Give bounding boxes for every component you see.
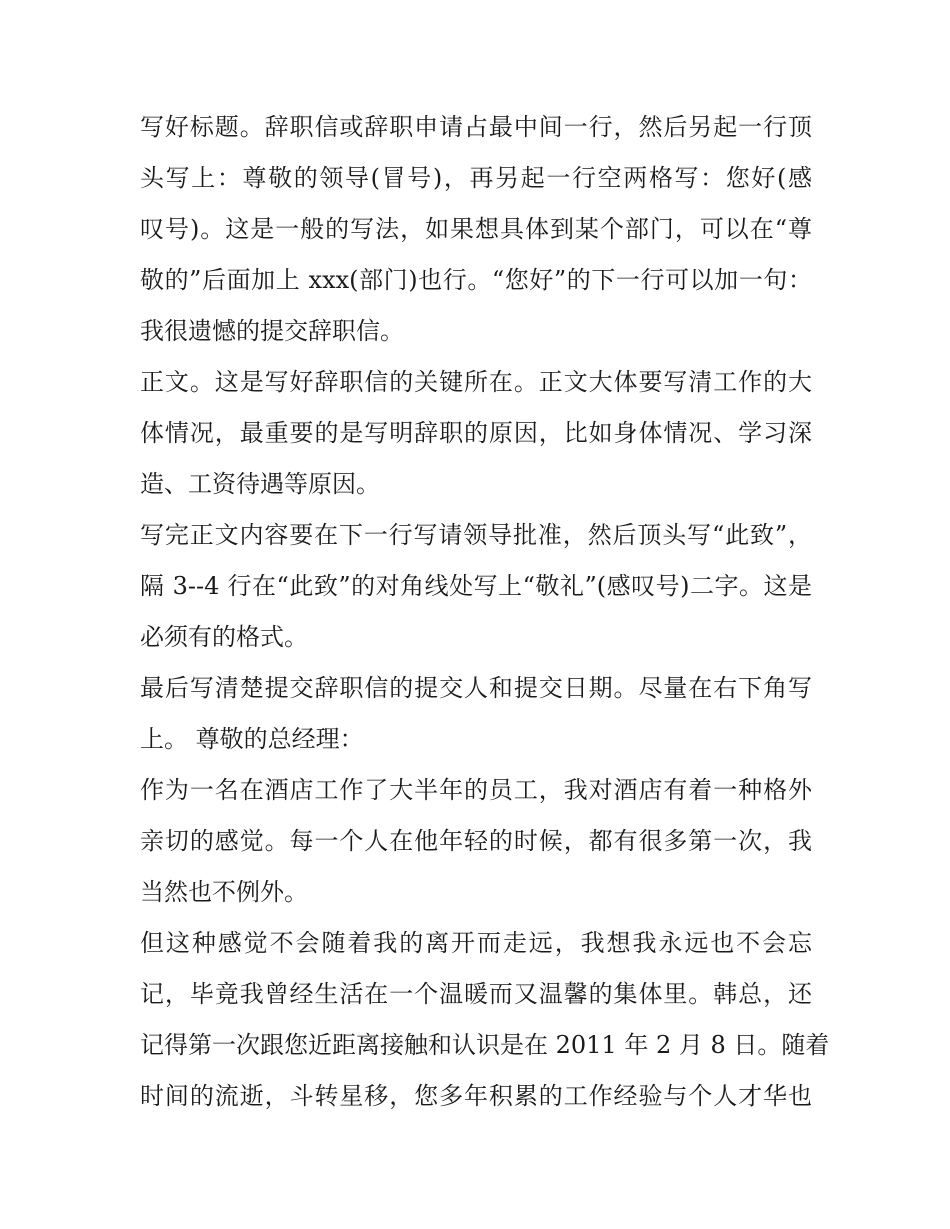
text-line: 造、工资待遇等原因。 [140, 470, 380, 498]
text-line: 正文。这是写好辞职信的关键所在。正文大体要写清工作的大 [140, 368, 812, 396]
text-line: 写完正文内容要在下一行写请领导批准，然后顶头写“此致”， [140, 521, 812, 549]
document-page [140, 102, 830, 1122]
text-line: 记，毕竟我曾经生活在一个温暖而又温馨的集体里。韩总，还 [140, 980, 812, 1008]
text-line: 我很遗憾的提交辞职信。 [140, 317, 404, 345]
text-line: 作为一名在酒店工作了大半年的员工，我对酒店有着一种格外 [140, 776, 812, 804]
text-line: 隔 3--4 行在“此致”的对角线处写上“敬礼”(感叹号)二字。这是 [140, 572, 812, 600]
paragraph [140, 357, 812, 510]
text-line: 头写上：尊敬的领导(冒号)，再另起一行空两格写：您好(感 [140, 164, 812, 192]
paragraph [140, 510, 812, 663]
text-line: 最后写清楚提交辞职信的提交人和提交日期。尽量在右下角写 [140, 674, 812, 702]
text-line: 时间的流逝，斗转星移，您多年积累的工作经验与个人才华也 [140, 1082, 812, 1110]
paragraph [140, 663, 812, 765]
text-line: 叹号)。这是一般的写法，如果想具体到某个部门，可以在“尊 [140, 215, 812, 243]
text-line: 必须有的格式。 [140, 623, 308, 651]
paragraph [140, 765, 812, 918]
paragraph [140, 102, 812, 357]
text-line: 当然也不例外。 [140, 878, 308, 906]
text-line: 写好标题。辞职信或辞职申请占最中间一行，然后另起一行顶 [140, 113, 812, 141]
text-line: 体情况，最重要的是写明辞职的原因，比如身体情况、学习深 [140, 419, 812, 447]
text-line: 但这种感觉不会随着我的离开而走远，我想我永远也不会忘 [140, 929, 812, 957]
text-line: 上。 尊敬的总经理： [140, 725, 364, 753]
paragraph [140, 918, 830, 1122]
text-line: 亲切的感觉。每一个人在他年轻的时候，都有很多第一次，我 [140, 827, 812, 855]
text-line: 记得第一次跟您近距离接触和认识是在 2011 年 2 月 8 日。随着 [140, 1031, 830, 1059]
text-line: 敬的”后面加上 xxx(部门)也行。“您好”的下一行可以加一句： [140, 266, 812, 294]
